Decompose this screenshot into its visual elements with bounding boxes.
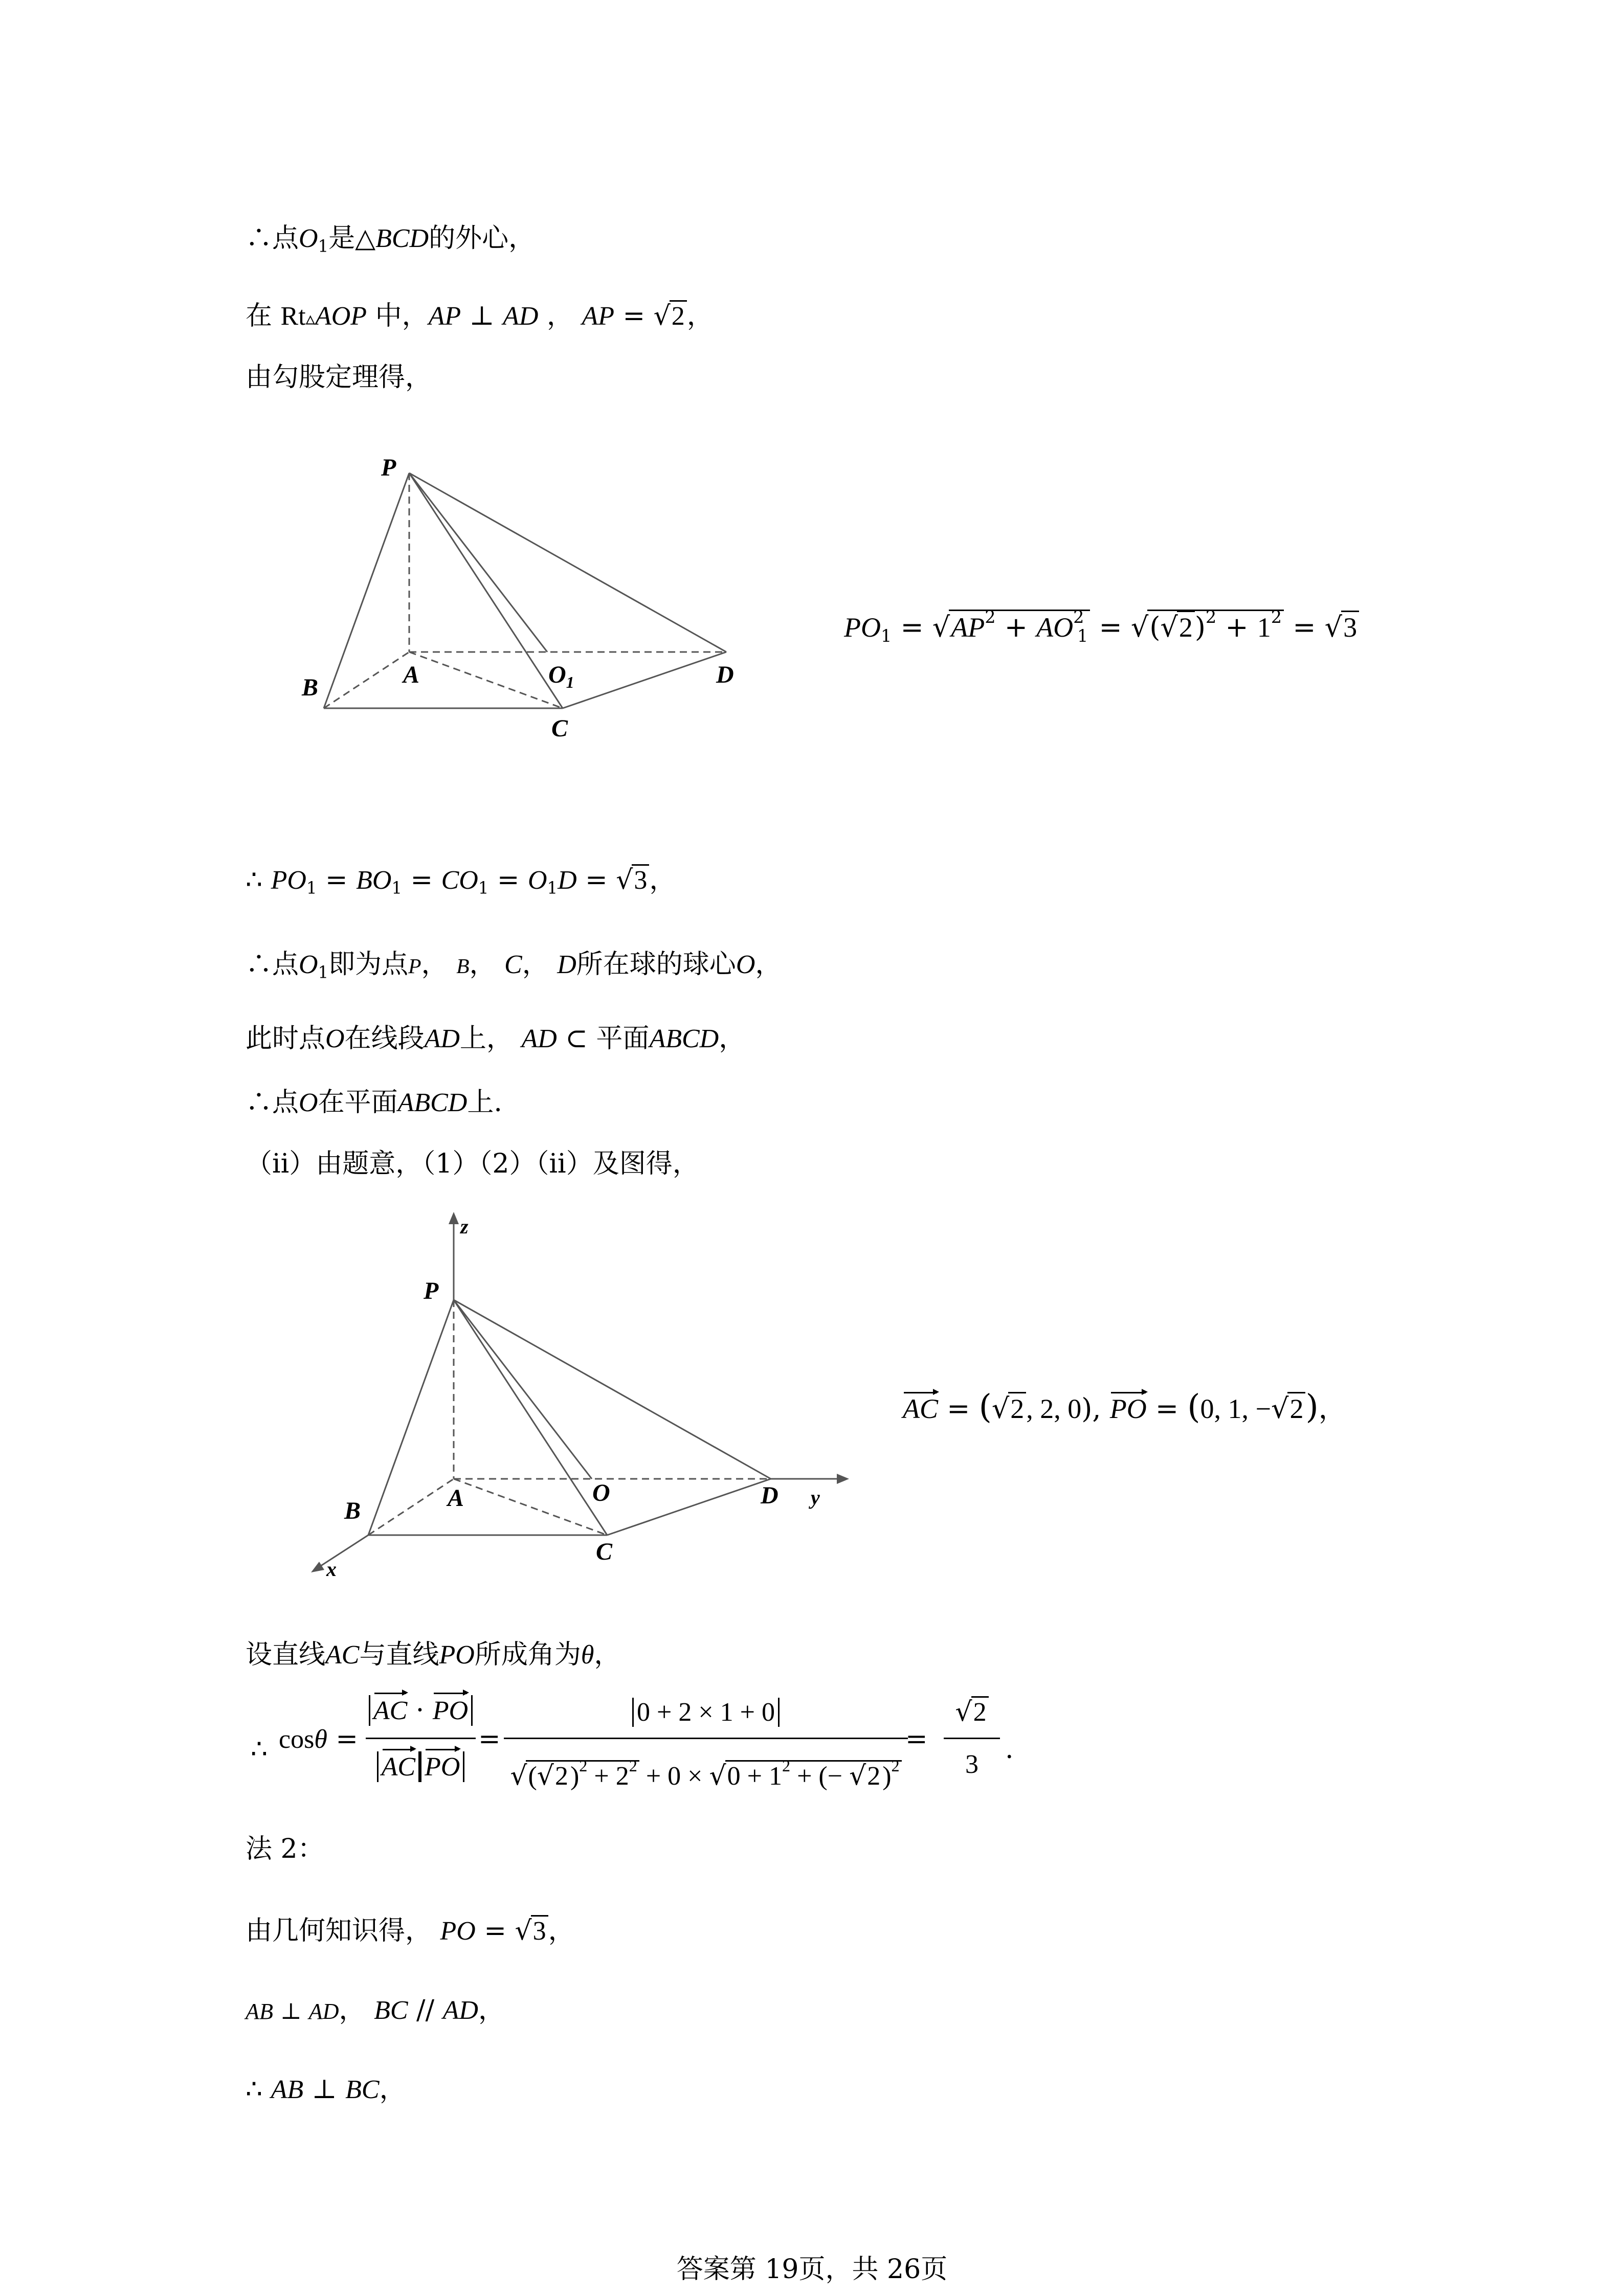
vertex-label-a: A <box>448 1484 464 1512</box>
text-line-2: 在 Rt▵AOP 中，AP ⊥ AD ， AP = √2， <box>246 301 714 331</box>
x-axis-arrow <box>311 1562 324 1572</box>
text-line-13: ∴ AB ⊥ BC， <box>246 2074 406 2105</box>
vertex-label-p: P <box>381 454 396 481</box>
vector-equation: AC = (√2, 2, 0), PO = (0, 1, −√2)， <box>903 1388 1346 1426</box>
vertex-label-c: C <box>551 715 568 742</box>
vertex-label-c: C <box>596 1538 613 1565</box>
vertex-label-d: D <box>716 661 734 688</box>
axis-label-z: z <box>460 1215 469 1238</box>
po1-equation: $PO_1 = √AP^2 + AO^2_1 = √(√2)^2 + 1^2 = √3$ <box>844 609 1359 644</box>
text-line-7: ∴点O在平面ABCD上. <box>246 1087 502 1118</box>
vertex-label-o: O <box>592 1479 610 1506</box>
vertex-label-b: B <box>344 1497 361 1524</box>
text-line-4: ∴ $PO_1 = BO_1 = CO_1 = O_1D = √3$， <box>246 865 676 898</box>
text-line-9: 设直线AC与直线PO所成角为θ， <box>246 1639 621 1670</box>
text-line-8: （ii）由题意，（1）（2）（ii）及图得， <box>246 1149 699 1179</box>
pyramid-figure-1 <box>286 450 798 747</box>
text-line-6: 此时点O在线段AD上， AD ⊂ 平面ABCD， <box>246 1023 746 1054</box>
vertex-label-p: P <box>424 1277 439 1304</box>
text-line-5: ∴点$O_1$即为点P， B， C， D所在球的球心O， <box>246 949 782 982</box>
text-line-12: AB ⊥ AD， BC // AD， <box>246 1995 505 2025</box>
text-line-1: ∴点$O_1$是△BCD的外心， <box>246 223 536 256</box>
vertex-label-o1: $O_1$ <box>548 661 574 691</box>
z-axis-arrow <box>449 1212 459 1224</box>
vertex-label-d: D <box>761 1482 778 1509</box>
vertex-label-a: A <box>403 661 420 688</box>
page-footer: 答案第 19页，共 26页 <box>676 2254 948 2285</box>
axis-label-x: x <box>326 1558 337 1580</box>
text-line-11: 由几何知识得， PO = √3， <box>246 1916 575 1946</box>
text-line-3: 由勾股定理得， <box>246 362 432 393</box>
text-line-10: 法 2： <box>246 1834 324 1864</box>
axis-label-y: y <box>811 1486 820 1509</box>
vertex-label-b: B <box>302 674 319 701</box>
y-axis-arrow <box>837 1474 849 1484</box>
pyramid-figure-2 <box>297 1212 859 1580</box>
